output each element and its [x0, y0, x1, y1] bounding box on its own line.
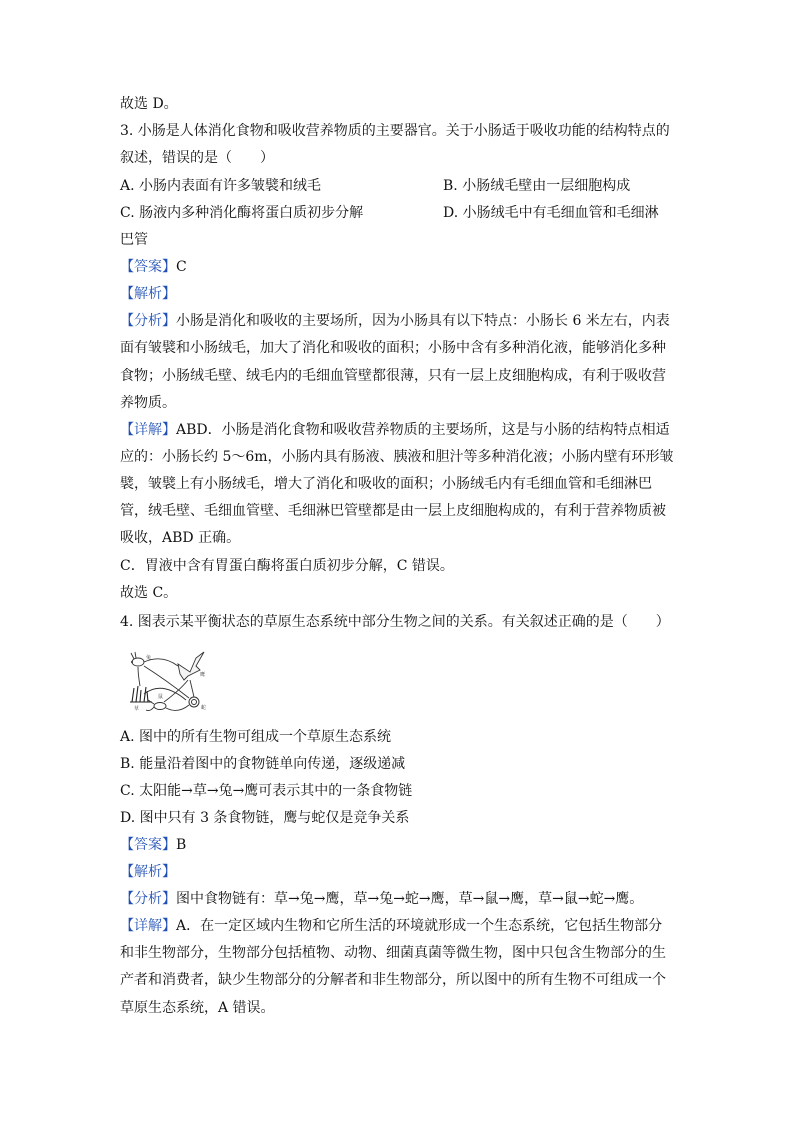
detail-line-q4: [120, 916, 662, 936]
detail-text-line: 管，绒毛壁、毛细血管壁、毛细淋巴管壁都是由一层上皮细胞构成的，有利于营养物质被: [120, 503, 666, 519]
grass-label: 草: [134, 706, 140, 712]
analysis-text: 图中食物链有：草→兔→鹰，草→兔→蛇→鹰，草→鼠→鹰，草→鼠→蛇→鹰。: [176, 891, 644, 907]
eagle-label: 鹰: [200, 672, 206, 678]
analysis-line-q4: [120, 889, 643, 909]
answer-value: C: [176, 259, 187, 275]
detail-text-line: 襞，皱襞上有小肠绒毛，增大了消化和吸收的面积；小肠绒毛内有毛细血管和毛细淋巴: [120, 476, 652, 492]
food-web-figure: [126, 650, 210, 716]
question-3-stem: 3. 小肠是人体消化食物和吸收营养物质的主要器官。关于小肠适于吸收功能的结构特点的: [120, 123, 670, 139]
detail-text-line: C．胃液中含有胃蛋白酶将蛋白质初步分解，C 错误。: [120, 558, 454, 574]
question-3-option-a: A. 小肠内表面有许多皱襞和绒毛: [120, 178, 322, 194]
question-3-stem-cont: 叙述，错误的是（ ）: [120, 150, 274, 166]
snake-label: 蛇: [201, 705, 207, 711]
question-3-option-d-cont: 巴管: [120, 232, 148, 248]
question-4-stem: 4. 图表示某平衡状态的草原生态系统中部分生物之间的关系。有关叙述正确的是（ ）: [120, 614, 670, 630]
analysis-text-line: 养物质。: [120, 395, 176, 411]
analysis-line-q3: [120, 311, 670, 331]
answer-line-q4: [120, 835, 186, 855]
detail-tag: 【详解】: [120, 422, 176, 438]
detail-text: ABD．小肠是消化食物和吸收营养物质的主要场所，这是与小肠的结构特点相适: [176, 422, 670, 438]
question-4-option-d: D. 图中只有 3 条食物链，鹰与蛇仅是竞争关系: [120, 810, 410, 826]
answer-line-q3: [120, 257, 187, 277]
analysis-tag: 【分析】: [120, 891, 176, 907]
mouse-label: 鼠: [158, 694, 164, 700]
explanation-tag: 【解析】: [120, 286, 176, 302]
answer-value: B: [176, 837, 187, 853]
question-3-option-c: C. 肠液内多种消化酶将蛋白质初步分解: [120, 205, 364, 221]
detail-text: A．在一定区域内生物和它所生活的环境就形成一个生态系统，它包括生物部分: [176, 918, 663, 934]
analysis-text-line: 食物；小肠绒毛壁、绒毛内的毛细血管壁都很薄，只有一层上皮细胞构成，有利于吸收营: [120, 368, 666, 384]
detail-text-line: 产者和消费者，缺少生物部分的分解者和非生物部分，所以图中的所有生物不可组成一个: [120, 972, 666, 988]
mouse-icon: [146, 703, 166, 711]
question-4-option-a: A. 图中的所有生物可组成一个草原生态系统: [120, 729, 392, 745]
final-choice-q3: 故选 C。: [120, 585, 178, 601]
detail-tag: 【详解】: [120, 918, 176, 934]
snake-icon: [189, 697, 199, 707]
detail-text-line: 应的：小肠长约 5～6m，小肠内具有肠液、胰液和胆汁等多种消化液；小肠内壁有环形皱: [120, 449, 674, 465]
explanation-tag: 【解析】: [120, 864, 176, 880]
answer-tag: 【答案】: [120, 259, 176, 275]
answer-tag: 【答案】: [120, 837, 176, 853]
rabbit-label: 兔: [146, 655, 152, 661]
rabbit-icon: [131, 652, 144, 666]
explanation-heading-q4: [120, 862, 176, 882]
question-4-option-c: C. 太阳能→草→兔→鹰可表示其中的一条食物链: [120, 783, 413, 799]
question-3-option-b: B. 小肠绒毛壁由一层细胞构成: [443, 178, 631, 194]
question-3-option-d: D. 小肠绒毛中有毛细血管和毛细淋: [443, 205, 659, 221]
question-4-option-b: B. 能量沿着图中的食物链单向传递，逐级递减: [120, 756, 406, 772]
food-web-arrows: [138, 659, 194, 711]
line-final-answer-prev: 故选 D。: [120, 96, 178, 112]
detail-line-q3: [120, 420, 670, 440]
grass-icon: [130, 686, 152, 702]
explanation-heading-q3: [120, 284, 176, 304]
analysis-text-line: 面有皱襞和小肠绒毛，加大了消化和吸收的面积；小肠中含有多种消化液，能够消化多种: [120, 340, 666, 356]
detail-text-line: 吸收，ABD 正确。: [120, 530, 241, 546]
detail-text-line: 草原生态系统，A 错误。: [120, 1000, 275, 1016]
detail-text-line: 和非生物部分，生物部分包括植物、动物、细菌真菌等微生物，图中只包含生物部分的生: [120, 945, 666, 961]
analysis-tag: 【分析】: [120, 313, 176, 329]
analysis-text: 小肠是消化和吸收的主要场所，因为小肠具有以下特点：小肠长 6 米左右，内表: [176, 313, 670, 329]
